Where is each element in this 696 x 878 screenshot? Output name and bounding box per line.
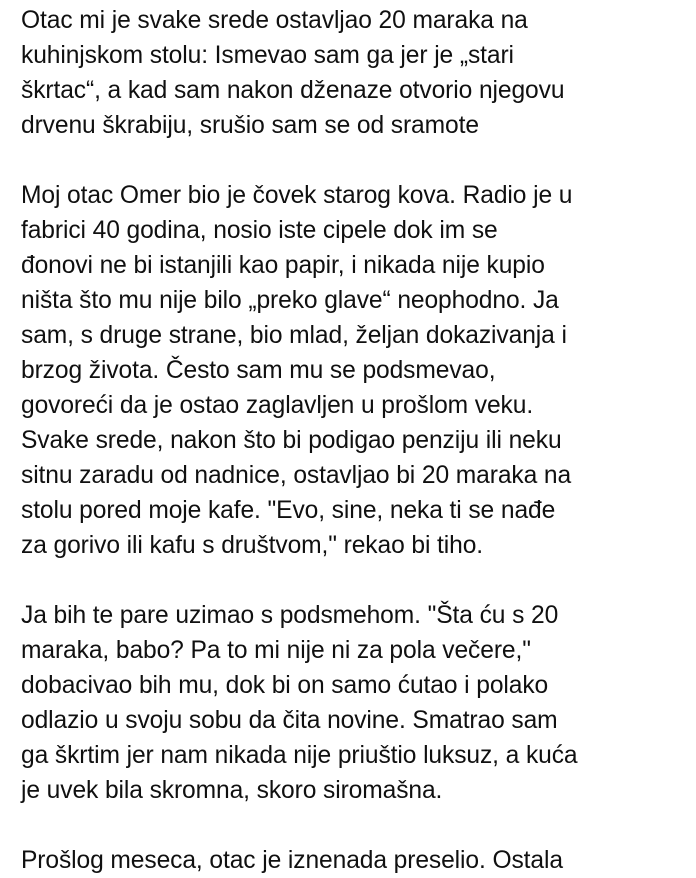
text-line: govoreći da je ostao zaglavljen u prošlom veku. [21, 392, 534, 419]
text-line: za gorivo ili kafu s društvom," rekao bi tiho. [21, 532, 484, 559]
paragraph [21, 598, 578, 808]
text-line: Svake srede, nakon što bi podigao penziju ili neku [21, 427, 562, 454]
paragraph [21, 178, 572, 423]
text-line: je uvek bila skromna, skoro siromašna. [21, 777, 443, 804]
text-line: Ja bih te pare uzimao s podsmehom. "Šta ću s 20 [21, 602, 559, 629]
paragraph [21, 423, 571, 563]
text-line: odlazio u svoju sobu da čita novine. Smatrao sam [21, 707, 558, 734]
text-line: ga škrtim jer nam nikada nije priuštio luksuz, a kuća [21, 742, 578, 769]
paragraph [21, 843, 563, 878]
text-line: dobacivao bih mu, dok bi on samo ćutao i polako [21, 672, 549, 699]
text-line: đonovi ne bi istanjili kao papir, i nikada nije kupio [21, 252, 545, 279]
post-title-paragraph [21, 3, 564, 143]
text-line: maraka, babo? Pa to mi nije ni za pola večere," [21, 637, 531, 664]
text-line: stolu pored moje kafe. "Evo, sine, neka ti se nađe [21, 497, 556, 524]
text-line: fabrici 40 godina, nosio iste cipele dok im se [21, 217, 498, 244]
text-line: škrtac“, a kad sam nakon dženaze otvorio njegovu [21, 77, 565, 104]
text-line: kuhinjskom stolu: Ismevao sam ga jer je „stari [21, 42, 514, 69]
text-line: ništa što mu nije bilo „preko glave“ neophodno. Ja [21, 287, 559, 314]
text-line: drvenu škrabiju, srušio sam se od sramote [21, 112, 479, 139]
text-line: sitnu zaradu od nadnice, ostavljao bi 20 maraka na [21, 462, 572, 489]
text-line: Otac mi je svake srede ostavljao 20 maraka na [21, 7, 528, 34]
text-line: sam, s druge strane, bio mlad, željan dokazivanja i [21, 322, 567, 349]
text-line: Moj otac Omer bio je čovek starog kova. Radio je u [21, 182, 573, 209]
text-line: Prošlog meseca, otac je iznenada preselio. Ostala [21, 847, 563, 874]
text-line: brzog života. Često sam mu se podsmevao, [21, 357, 496, 384]
